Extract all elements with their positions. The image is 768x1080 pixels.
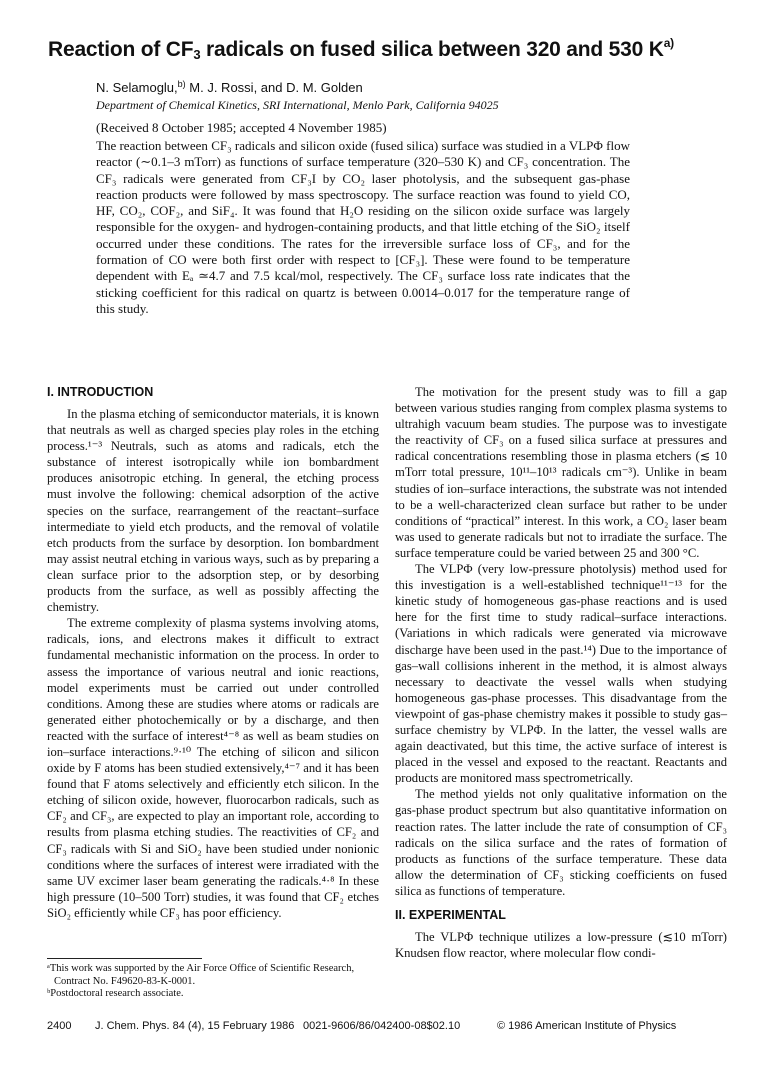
title-text: Reaction of CF [48,38,194,61]
paragraph: The motivation for the present study was to fill a gap between various studies ranging from complex plasma systems to ultrahigh vacuum beam studies. The purpose was to investigate the reactivity of CF₃ on a fused silica surface at pressures and radical concentrations resembling those in plasma etchers (≲ 10 mTorr total pressure, 10¹¹–10¹³ radicals cm⁻³). Unlike in beam studies of ion–surface interactions, the substrate was not intended to be a well-characterized clean surface but rather to be under conditions of “practical” interest. In this work, a CO₂ laser beam was used to generate radicals but not to irradiate the surface. The surface temperature could be varied between 25 and 300 °C. [395,385,727,560]
footnote-a: ᵃThis work was supported by the Air Force Office of Scientific Research, Contract No. F49620-83-K-0001. [47,963,355,987]
article-title [48,38,748,62]
left-column [47,384,379,921]
journal-citation: J. Chem. Phys. 84 (4), 15 February 1986 [95,1020,295,1032]
footnote-b: ᵇPostdoctoral research associate. [47,988,184,999]
paragraph: The extreme complexity of plasma systems involving atoms, radicals, ions, and electrons makes it difficult to extract fundamental mechanistic information on the process. In order to assess the importance of various neutral and ionic reactions, model experiments must be carried out under controlled conditions. Among these are studies where atoms or radicals are generated either photochemically or by a discharge, and then reacted with the surface of interest⁴⁻⁸ as well as beam studies on ion–surface interactions.⁹·¹⁰ The etching of silicon and silicon oxide by F atoms has been studied extensively,⁴⁻⁷ and it has been found that F atoms selectively and efficiently etch silicon. In the etching of silicon oxide, however, fluorocarbon radicals, such as CF₂ and CF₃, are expected to play an important role, according to results from plasma etching studies. The reactivities of CF₂ and CF₃ radicals with Si and SiO₂ have been studied under nonionic conditions where the surfaces of interest were irradiated with the same UV excimer laser beam generating the radicals.⁴·⁸ In these high pressure (10–500 Torr) studies, it was found that CF₂ etches SiO₂ efficiently while CF₃ has poor efficiency. [47,616,379,920]
author-list [96,80,363,95]
received-dates: (Received 8 October 1985; accepted 4 November 1985) [96,120,387,135]
footnote-divider [47,958,202,959]
right-column [395,384,727,961]
title-subscript: 3 [193,47,201,62]
section-heading-introduction: I. INTRODUCTION [47,385,154,399]
author-name: N. Selamoglu, [96,80,178,95]
article-code: 0021-9606/86/042400-08$02.10 [303,1020,461,1032]
paragraph: In the plasma etching of semiconductor materials, it is known that neutrals as well as charged species play roles in the etching process.¹⁻³ Neutrals, such as atoms and radicals, etch the substance of interest isotropically while ion bombardment produces anisotropic etching. In general, the etching process must involve the following: chemical adsorption of the active species on the surface, rearrangement of the reactant–surface intermediate to yield etch products, and the removal of volatile etch products from the surface by desorption. Ion bombardment may assist neutral etching in various ways, such as by preparing a clean surface prior to the adsorption step, or by desorbing products from the surface, as well as possibly affecting the chemistry. [47,407,379,615]
paragraph: The VLPΦ (very low-pressure photolysis) method used for this investigation is a well-established technique¹¹⁻¹³ for the kinetic study of homogeneous gas-phase reactions and is used here for the first time to study radical–surface interactions. (Variations in which radicals were generated via microwave discharge have been used in the past.¹⁴) Due to the importance of gas–wall collisions inherent in the method, it is almost always necessary to deactivate the vessel walls when studying homogeneous gas-phase processes. This disadvantage from the viewpoint of gas-phase chemistry makes it possible to study gas–surface chemistry by VLPΦ. In the latter, the vessel walls are again deactivated, but this time, the active surface of interest is placed in the vessel and exposed to the reactant. Reactants and products are monitored mass spectrometrically. [395,562,727,786]
paragraph: The VLPΦ technique utilizes a low-pressure (≲10 mTorr) Knudsen flow reactor, where molecular flow condi- [395,930,727,961]
section-heading-experimental: II. EXPERIMENTAL [395,908,506,922]
abstract: The reaction between CF₃ radicals and silicon oxide (fused silica) surface was studied in a VLPΦ flow reactor (∼0.1–3 mTorr) as functions of surface temperature (320–530 K) and CF₃ concentration. The CF₃ radicals were generated from CF₃I by CO₂ laser photolysis, and the subsequent gas-phase reaction products were followed by mass spectroscopy. The surface reaction was found to yield CO, HF, CO₂, COF₂, and SiF₄. It was found that H₂O residing on the silicon oxide surface was largely responsible for the oxygen- and hydrogen-containing products, and that little etching of the SiO₂ itself occurred under these conditions. The rates for the irreversible surface loss of CF₃, and for the formation of CO were both first order with respect to [CF₃]. These were found to be temperature dependent with Eₐ ≃4.7 and 7.5 kcal/mol, respectively. The CF₃ surface loss rate indicates that the sticking coefficient for this radical on quartz is between 0.0014–0.017 for the temperature range of this study. [96,138,630,316]
author-names-rest: M. J. Rossi, and D. M. Golden [185,80,363,95]
copyright: © 1986 American Institute of Physics [497,1020,677,1032]
page-number: 2400 [47,1020,72,1032]
paragraph: The method yields not only qualitative information on the gas-phase product spectrum but also quantitative information on reaction rates. The latter include the rate of consumption of CF₃ radicals on the silica surface and the rates of formation of products as functions of the surface temperature. These data allow the determination of CF₃ sticking coefficients on fused silica as functions of temperature. [395,787,727,898]
title-footnote-mark: a) [663,36,674,50]
title-text-rest: radicals on fused silica between 320 and 530 K [200,38,664,61]
footnotes [47,963,379,1001]
author-footnote-mark: b) [177,79,186,89]
affiliation: Department of Chemical Kinetics, SRI International, Menlo Park, California 94025 [96,98,499,112]
